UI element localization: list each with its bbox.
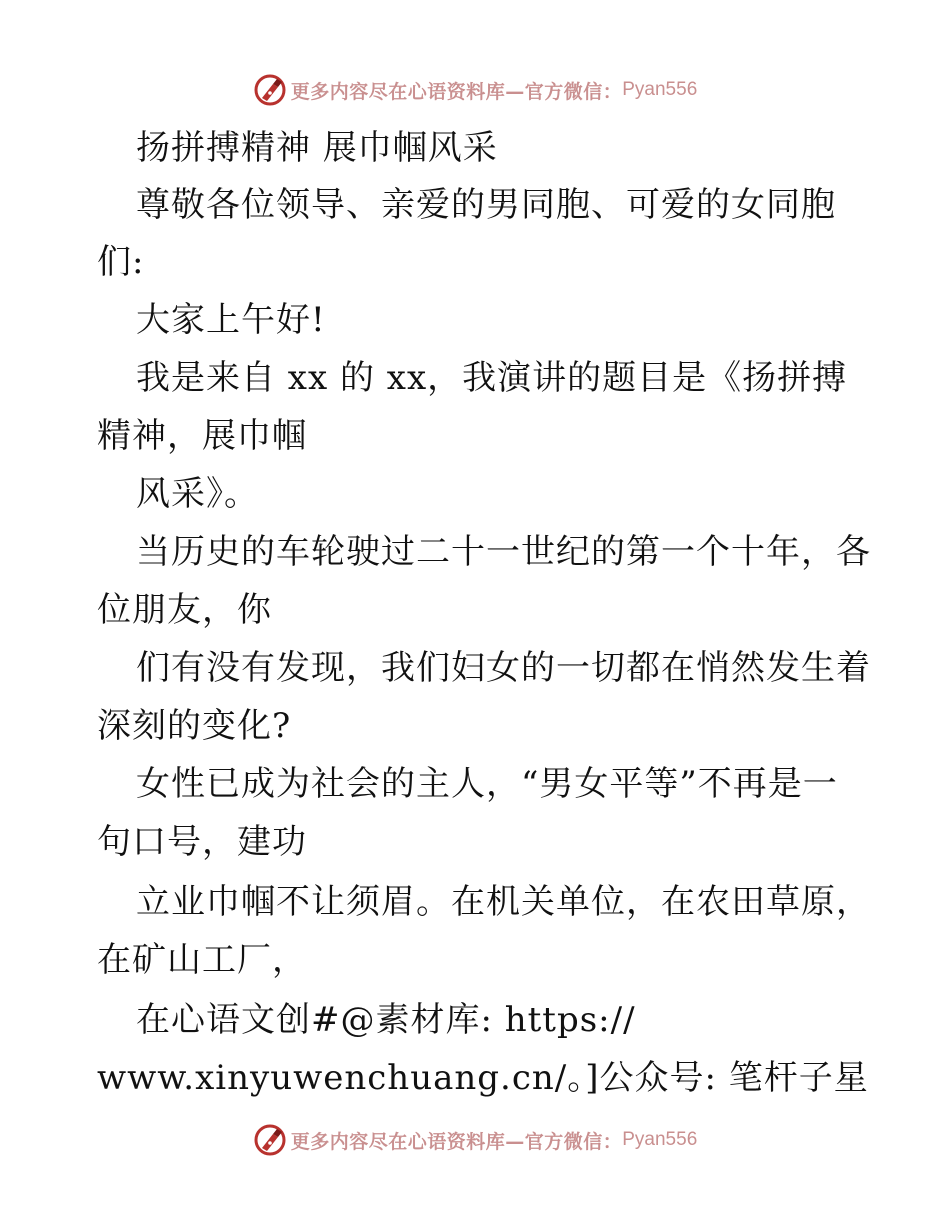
salutation-line-continued: 们: (97, 242, 145, 282)
paragraph-line: 在心语文创#@素材库: https:// (136, 1000, 636, 1040)
salutation-line: 尊敬各位领导、亲爱的男同胞、可爱的女同胞 (136, 185, 836, 225)
footer-watermark-banner (0, 1120, 950, 1160)
paragraph-line: 精神，展巾帼 (97, 416, 307, 456)
paragraph-line: 深刻的变化? (97, 706, 292, 746)
header-watermark-banner (0, 70, 950, 110)
paragraph-line: 在矿山工厂， (97, 940, 307, 980)
header-banner-handle: Pyan556 (622, 79, 698, 100)
greeting-line: 大家上午好! (136, 300, 326, 340)
paragraph-line: 风采》。 (136, 474, 259, 514)
footer-banner-handle: Pyan556 (622, 1129, 698, 1150)
document-title: 扬拼搏精神 展巾帼风采 (136, 128, 498, 168)
paragraph-line: 女性已成为社会的主人，“男女平等”不再是一 (136, 764, 838, 804)
paragraph-line: 句口号，建功 (97, 822, 307, 862)
paragraph-line: 们有没有发现，我们妇女的一切都在悄然发生着 (136, 648, 871, 688)
paragraph-line: 当历史的车轮驶过二十一世纪的第一个十年，各 (136, 532, 871, 572)
paragraph-line: 位朋友，你 (97, 590, 272, 630)
footer-banner-text: 更多内容尽在心语资料库—官方微信： (290, 1130, 623, 1153)
paragraph-line: www.xinyuwenchuang.cn/。]公众号: 笔杆子星 (97, 1058, 869, 1098)
pen-nib-logo-icon (253, 73, 287, 107)
paragraph-line: 我是来自 xx 的 xx，我演讲的题目是《扬拼搏 (136, 358, 848, 398)
paragraph-line: 立业巾帼不让须眉。在机关单位，在农田草原， (136, 882, 871, 922)
header-banner-text: 更多内容尽在心语资料库—官方微信： (290, 80, 623, 103)
pen-nib-logo-icon (253, 1123, 287, 1157)
